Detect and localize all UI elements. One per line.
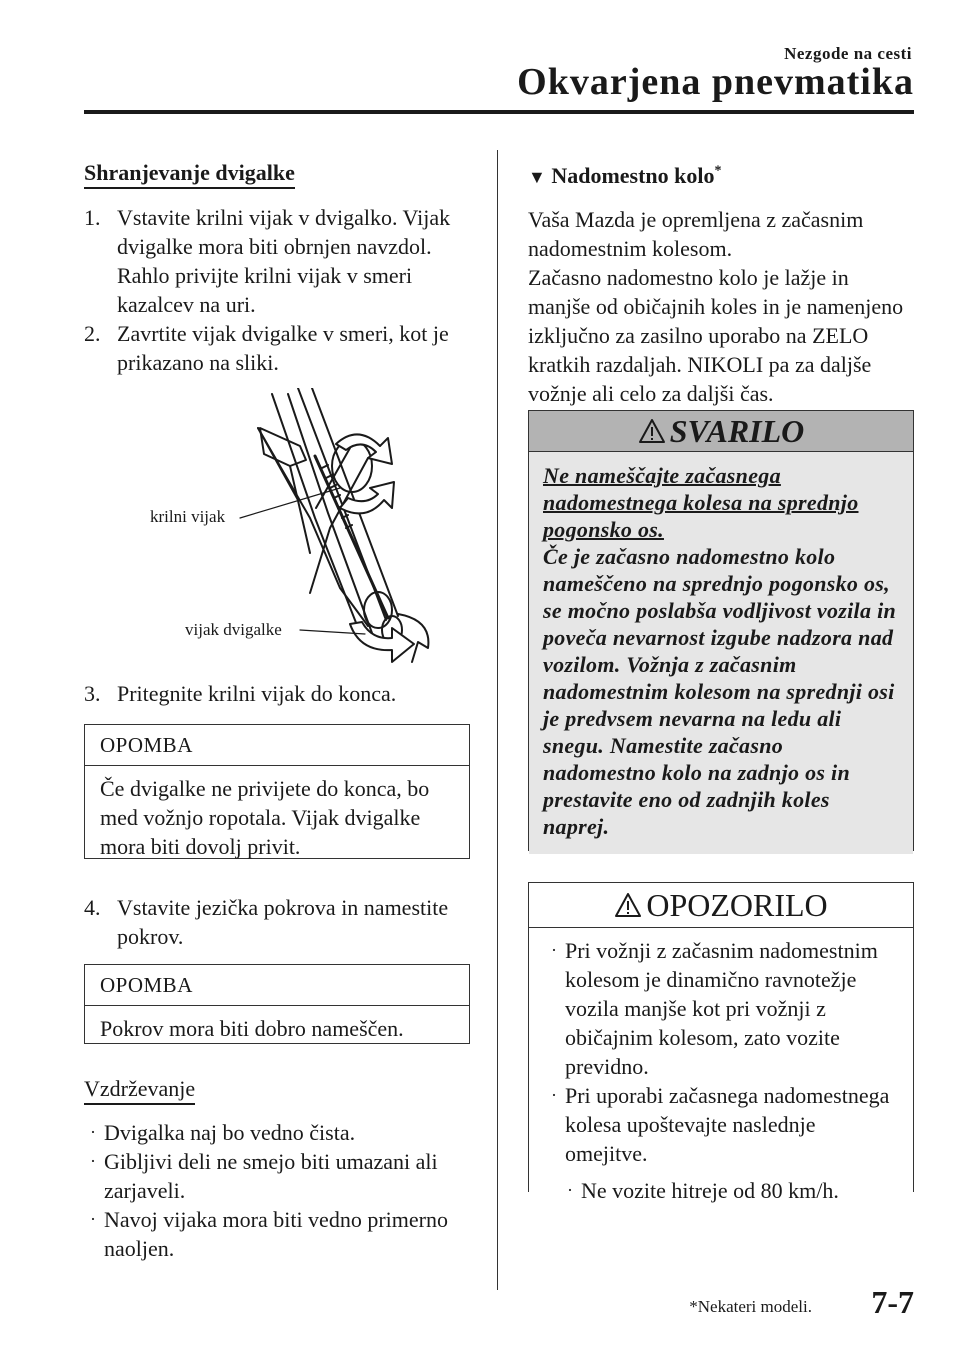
column-divider	[497, 150, 498, 1290]
warning-heading: SVARILO	[669, 412, 805, 449]
step-item	[84, 203, 469, 319]
caution-heading: OPOZORILO	[646, 886, 828, 923]
list-item-text: Dvigalka naj bo vedno čista.	[104, 1120, 356, 1145]
bullet-dot: ·	[90, 1122, 96, 1142]
step-item	[84, 893, 469, 951]
bullet-dot: ·	[567, 1180, 573, 1200]
bullet-dot: ·	[90, 1151, 96, 1171]
list-item	[90, 1118, 470, 1147]
list-item	[551, 936, 899, 1081]
step-number: 1.	[84, 205, 101, 230]
section-title: Okvarjena pnevmatika	[517, 61, 914, 103]
step-number: 4.	[84, 895, 101, 920]
list-item	[90, 1147, 470, 1205]
step-number: 3.	[84, 681, 101, 706]
storage-heading-wrap	[84, 160, 295, 186]
warning-triangle-icon	[638, 418, 666, 444]
caution-box	[528, 882, 914, 1203]
step-number: 2.	[84, 321, 101, 346]
caution-header	[529, 883, 913, 928]
step-3	[84, 679, 469, 708]
note-box	[84, 964, 470, 1044]
spare-heading: Nadomestno kolo	[551, 163, 715, 188]
step-item	[84, 319, 469, 377]
note-heading: OPOMBA	[85, 965, 469, 1006]
triangle-marker-icon: ▼	[528, 167, 546, 187]
spare-intro	[528, 205, 913, 408]
warning-header	[529, 411, 913, 452]
list-item-text: Pri uporabi začasnega nadomestnega kolesa upoštevajte naslednje omejitve.	[565, 1083, 890, 1166]
bullet-dot: ·	[551, 1085, 557, 1105]
spare-heading-line	[528, 163, 722, 189]
note-text: Pokrov mora biti dobro nameščen.	[100, 1016, 404, 1041]
page-number: 7-7	[871, 1284, 914, 1320]
list-item-text: Gibljivi deli ne smejo biti umazani ali zarjaveli.	[104, 1149, 438, 1203]
maintenance-list	[90, 1118, 470, 1263]
storage-steps	[84, 203, 469, 377]
warning-box	[528, 410, 914, 851]
step-text: Zavrtite vijak dvigalke v smeri, kot je prikazano na sliki.	[117, 321, 449, 375]
list-item	[551, 1081, 899, 1168]
list-item	[90, 1205, 470, 1263]
list-item-text: Navoj vijaka mora biti vedno primerno naoljen.	[104, 1207, 448, 1261]
warning-triangle-icon	[614, 892, 642, 918]
list-item-text: Pri vožnji z začasnim nadomestnim kolesom je dinamično ravnotežje vozila manjše kot pri vožnji z običajnim kolesom, zato vozite previdno.	[565, 938, 878, 1079]
note-box	[84, 724, 470, 859]
step-item	[84, 679, 469, 708]
spare-intro-1: Vaša Mazda je opremljena z začasnim nadomestnim kolesom.	[528, 207, 864, 261]
maintenance-heading: Vzdrževanje	[84, 1076, 195, 1105]
storage-heading: Shranjevanje dvigalke	[84, 160, 295, 189]
warning-text: Če je začasno nadomestno kolo nameščeno na sprednjo pogonsko os, se močno poslabša vodljivost vozila in poveča nevarnost izgube nadzora nad vozilom. Vožnja z začasnim nadomestnim kolesom na sprednji osi je predvsem nevarna na ledu ali snegu. Namestite začasno nadomestno kolo na zadnjo os in prestavite eno od zadnjih koles naprej.	[543, 544, 897, 839]
step-text: Vstavite jezička pokrova in namestite pokrov.	[117, 895, 449, 949]
warning-body	[529, 452, 913, 854]
note-text: Če dvigalke ne privijete do konca, bo med vožnjo ropotala. Vijak dvigalke mora biti dovolj privit.	[100, 776, 430, 859]
bullet-dot: ·	[551, 940, 557, 960]
bullet-dot: ·	[90, 1209, 96, 1229]
label-jack-bolt: vijak dvigalke	[185, 620, 282, 639]
caution-body	[529, 928, 913, 1211]
header-rule	[84, 110, 914, 114]
step-text: Vstavite krilni vijak v dvigalko. Vijak dvigalke mora biti obrnjen navzdol. Rahlo privijte krilni vijak v smeri kazalcev na uri.	[117, 205, 451, 317]
list-item-text: Ne vozite hitreje od 80 km/h.	[581, 1178, 839, 1203]
asterisk-mark: *	[714, 163, 722, 179]
label-wing-bolt: krilni vijak	[150, 507, 226, 526]
sub-list-item	[567, 1176, 899, 1205]
chapter-title: Nezgode na cesti	[784, 44, 912, 63]
spare-intro-2: Začasno nadomestno kolo je lažje in manjše od običajnih koles in je namenjeno izključno za zasilno uporabo na ZELO kratkih razdaljah. NIKOLI pa za daljše vožnje ali celo za daljši čas.	[528, 265, 904, 406]
footnote: *Nekateri modeli.	[689, 1297, 812, 1316]
note-heading: OPOMBA	[85, 725, 469, 766]
warning-underlined-text: Ne nameščajte začasnega nadomestnega kolesa na sprednjo pogonsko os.	[543, 463, 859, 542]
step-4	[84, 893, 469, 951]
step-text: Pritegnite krilni vijak do konca.	[117, 681, 397, 706]
maintenance-heading-wrap	[84, 1076, 195, 1102]
